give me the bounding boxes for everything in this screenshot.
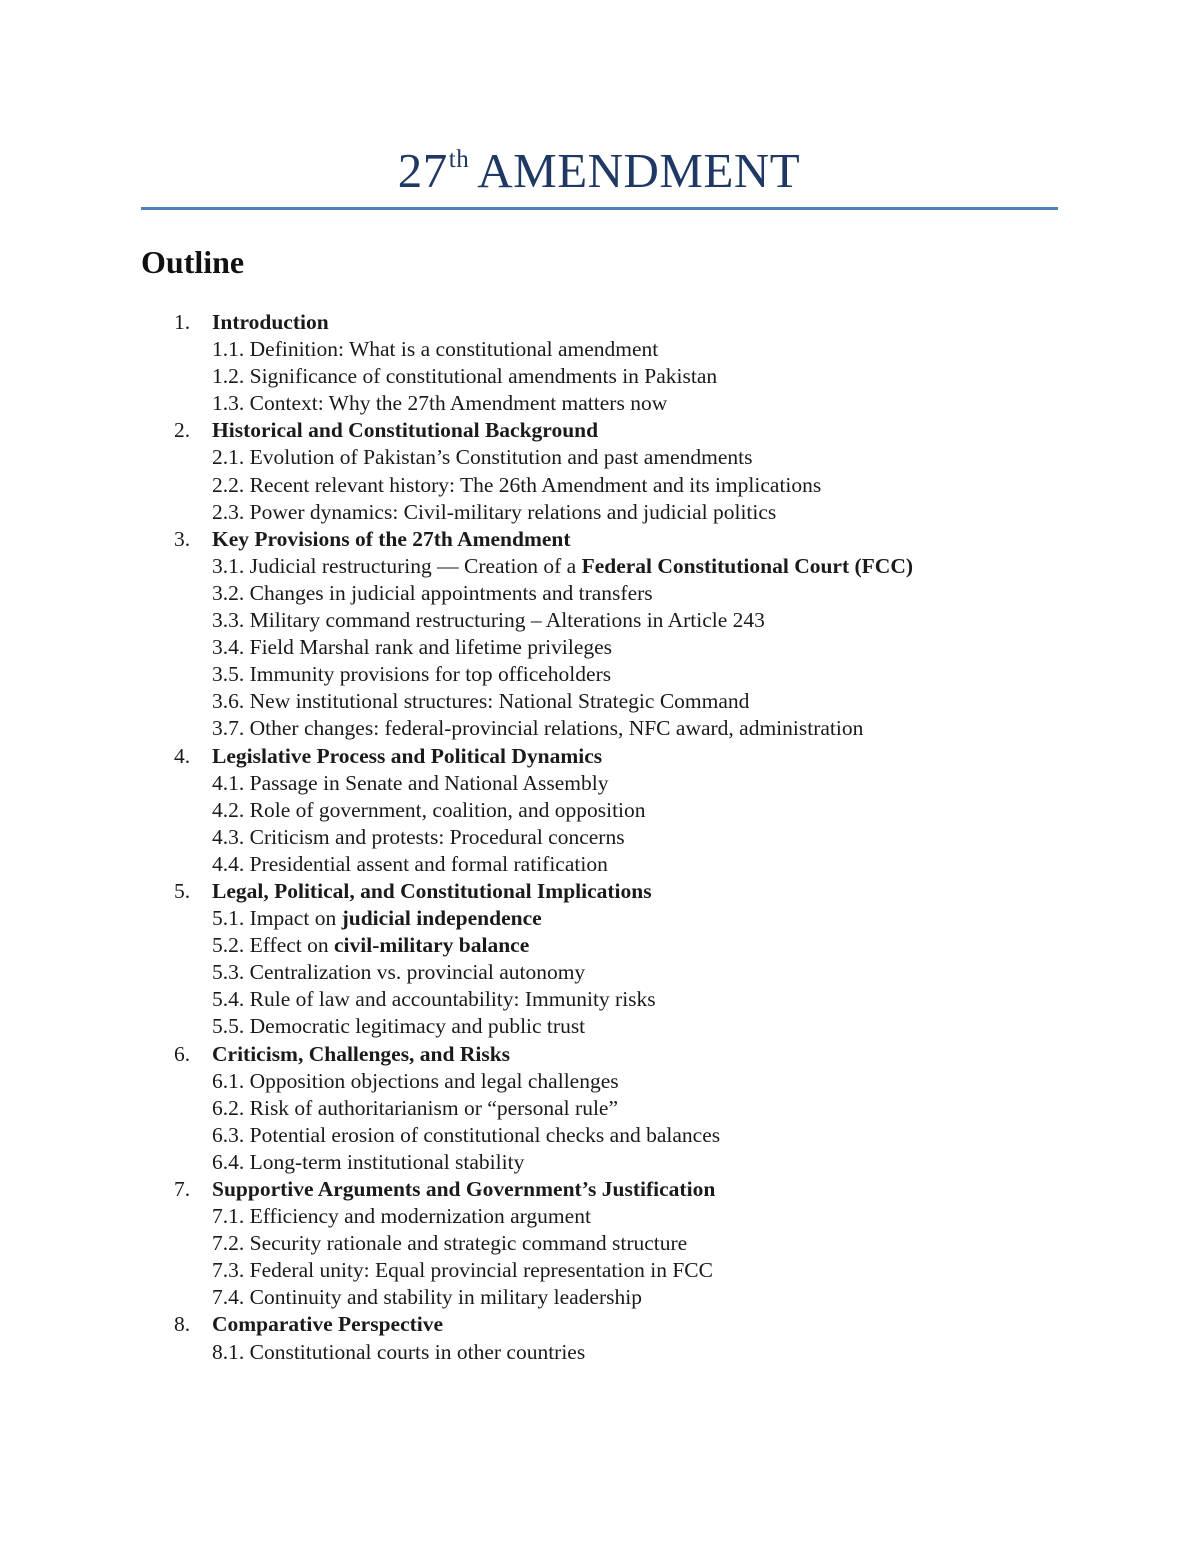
outline-section (0, 526, 1200, 553)
outline-subsection (0, 1095, 1200, 1122)
outline-subsection (0, 499, 1200, 526)
subsection-text: 3.7. Other changes: federal-provincial relations, NFC award, administration (212, 716, 864, 741)
outline-subsection (0, 905, 1200, 932)
outline-subsection (0, 1149, 1200, 1176)
section-title: Legal, Political, and Constitutional Implications (212, 878, 652, 903)
outline-subsection (0, 336, 1200, 363)
subsection-plain-text: 5.2. Effect on (212, 933, 334, 958)
outline-subsection (0, 444, 1200, 471)
subsection-text: 3.2. Changes in judicial appointments and transfers (212, 580, 653, 605)
outline-subsection (0, 1339, 1200, 1366)
outline-subsection (0, 553, 1200, 580)
outline-subsection (0, 1257, 1200, 1284)
outline-subsection (0, 797, 1200, 824)
section-number: 4. (174, 743, 191, 768)
section-title: Introduction (212, 310, 329, 334)
subsection-text: 8.1. Constitutional courts in other countries (212, 1339, 586, 1364)
subsection-text: 7.2. Security rationale and strategic command structure (212, 1231, 688, 1256)
section-number: 7. (174, 1177, 191, 1201)
outline-subsection (0, 1230, 1200, 1257)
subsection-text: 6.3. Potential erosion of constitutional checks and balances (212, 1122, 721, 1147)
subsection-text: 4.4. Presidential assent and formal ratification (212, 851, 608, 876)
subsection-text: 6.2. Risk of authoritarianism or “personal rule” (212, 1095, 619, 1120)
subsection-text: 3.3. Military command restructuring – Alterations in Article 243 (212, 608, 765, 633)
subsection-text: 2.2. Recent relevant history: The 26th Amendment and its implications (212, 472, 822, 497)
section-number: 1. (174, 310, 191, 334)
outline-subsection (0, 607, 1200, 634)
section-title: Key Provisions of the 27th Amendment (212, 526, 571, 551)
subsection-text (212, 905, 542, 932)
subsection-bold-text: civil-military balance (334, 933, 530, 958)
title-underline (141, 207, 1058, 210)
outline-section (0, 743, 1200, 770)
section-number: 5. (174, 878, 191, 903)
subsection-text (212, 553, 913, 580)
subsection-text: 1.2. Significance of constitutional amendments in Pakistan (212, 364, 718, 389)
subsection-text: 4.2. Role of government, coalition, and opposition (212, 797, 646, 822)
outline-subsection (0, 1122, 1200, 1149)
section-title: Criticism, Challenges, and Risks (212, 1041, 511, 1066)
title-text: AMENDMENT (477, 143, 801, 198)
subsection-text: 5.3. Centralization vs. provincial autonomy (212, 960, 586, 985)
section-title: Supportive Arguments and Government’s Justification (212, 1177, 716, 1201)
subsection-text: 6.1. Opposition objections and legal challenges (212, 1068, 619, 1093)
section-title: Legislative Process and Political Dynamics (212, 743, 603, 768)
subsection-text: 5.4. Rule of law and accountability: Immunity risks (212, 987, 656, 1012)
subsection-text: 7.3. Federal unity: Equal provincial representation in FCC (212, 1258, 713, 1283)
subsection-text: 4.3. Criticism and protests: Procedural concerns (212, 824, 625, 849)
outline-subsection (0, 688, 1200, 715)
subsection-bold-text: Federal Constitutional Court (FCC) (581, 553, 914, 578)
outline-subsection (0, 959, 1200, 986)
outline-subsection (0, 986, 1200, 1013)
section-title: Comparative Perspective (212, 1312, 444, 1337)
subsection-text: 1.1. Definition: What is a constitutional amendment (212, 337, 659, 362)
outline-section (0, 309, 1200, 336)
section-number: 8. (174, 1312, 191, 1337)
outline-subsection (0, 661, 1200, 688)
subsection-plain-text: 3.1. Judicial restructuring — Creation of a (212, 553, 582, 578)
outline-heading: Outline (141, 244, 245, 280)
section-number: 6. (174, 1041, 191, 1066)
outline-section (0, 1311, 1200, 1338)
subsection-text (212, 932, 529, 959)
outline-subsection (0, 770, 1200, 797)
outline-subsection (0, 390, 1200, 417)
outline-section (0, 1176, 1200, 1203)
subsection-text: 4.1. Passage in Senate and National Assembly (212, 770, 609, 795)
outline-subsection (0, 580, 1200, 607)
section-number: 2. (174, 418, 191, 443)
title-number: 27 (397, 143, 448, 198)
section-number: 3. (174, 526, 191, 551)
subsection-text: 7.4. Continuity and stability in military leadership (212, 1285, 642, 1310)
outline-subsection (0, 1284, 1200, 1311)
outline-section (0, 417, 1200, 444)
document-title (140, 140, 1058, 202)
outline-subsection (0, 851, 1200, 878)
subsection-text: 2.1. Evolution of Pakistan’s Constitution and past amendments (212, 445, 753, 470)
subsection-text: 3.6. New institutional structures: National Strategic Command (212, 689, 750, 714)
outline-subsection (0, 1203, 1200, 1230)
title-superscript: th (448, 146, 470, 173)
subsection-text: 6.4. Long-term institutional stability (212, 1149, 525, 1174)
subsection-text: 1.3. Context: Why the 27th Amendment matters now (212, 391, 668, 416)
subsection-text: 3.5. Immunity provisions for top officeholders (212, 662, 612, 687)
subsection-text: 3.4. Field Marshal rank and lifetime privileges (212, 635, 613, 660)
subsection-text: 5.5. Democratic legitimacy and public trust (212, 1014, 586, 1039)
subsection-bold-text: judicial independence (341, 906, 542, 931)
outline-subsection (0, 634, 1200, 661)
subsection-plain-text: 5.1. Impact on (212, 906, 342, 931)
outline-subsection (0, 932, 1200, 959)
outline-section (0, 878, 1200, 905)
outline-subsection (0, 1068, 1200, 1095)
outline-subsection (0, 715, 1200, 742)
outline-section (0, 1041, 1200, 1068)
outline-subsection (0, 1013, 1200, 1040)
subsection-text: 7.1. Efficiency and modernization argument (212, 1204, 591, 1229)
outline-subsection (0, 472, 1200, 499)
subsection-text: 2.3. Power dynamics: Civil-military relations and judicial politics (212, 499, 777, 524)
outline-subsection (0, 363, 1200, 390)
section-title: Historical and Constitutional Background (212, 418, 599, 443)
outline-list (0, 309, 1200, 1366)
outline-subsection (0, 824, 1200, 851)
